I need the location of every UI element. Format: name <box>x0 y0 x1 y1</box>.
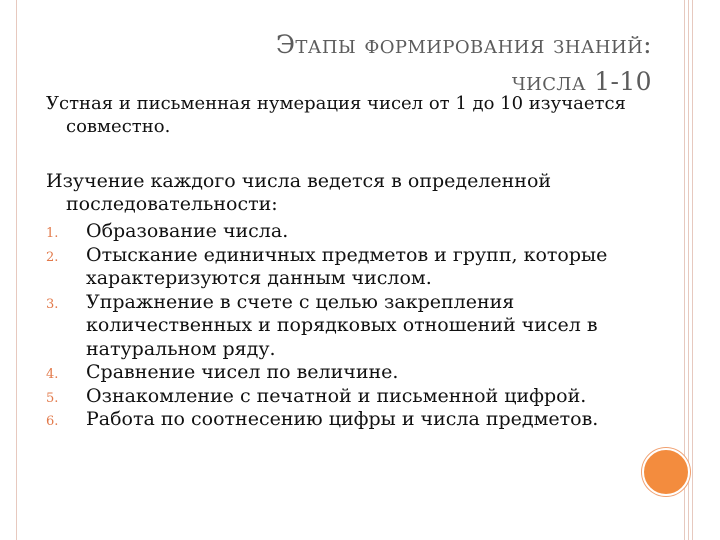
list-item <box>46 385 666 409</box>
slide-title <box>172 27 652 99</box>
list-item-text: Упражнение в счете с целью закрепления количественных и порядковых отношений чисел в натуральном ряду. <box>86 290 598 360</box>
paragraph-sequence-intro: Изучение каждого числа ведется в определенной последовательности: <box>46 170 552 215</box>
right-frame-line <box>692 0 693 540</box>
list-number: 2. <box>46 249 59 265</box>
list-item-text: Отыскание единичных предметов и групп, которые характеризуются данным числом. <box>86 243 608 289</box>
list-item <box>46 244 666 291</box>
list-item-text: Образование числа. <box>86 220 289 242</box>
left-frame-line <box>16 0 17 540</box>
steps-list <box>46 220 666 432</box>
slide-title-line-2: числа 1-10 <box>511 67 652 97</box>
slide-title-line-1: Этапы формирования знаний: <box>275 30 652 60</box>
list-number: 6. <box>46 414 59 429</box>
list-item <box>46 361 666 385</box>
list-item-text: Работа по соотнесению цифры и числа предметов. <box>86 408 599 430</box>
list-item <box>46 408 666 432</box>
paragraph-numeration: Устная и письменная нумерация чисел от 1 до 10 изучается совместно. <box>46 93 626 137</box>
list-item <box>46 291 666 362</box>
list-item <box>46 220 666 244</box>
list-item-text: Ознакомление с печатной и письменной цифрой. <box>86 384 587 407</box>
right-frame-line <box>688 0 689 540</box>
list-number: 1. <box>46 226 59 241</box>
list-number: 4. <box>46 367 59 382</box>
orange-circle-decoration <box>642 448 690 496</box>
list-number: 5. <box>46 390 59 406</box>
list-item-text: Сравнение чисел по величине. <box>86 361 399 383</box>
list-number: 3. <box>46 296 59 312</box>
